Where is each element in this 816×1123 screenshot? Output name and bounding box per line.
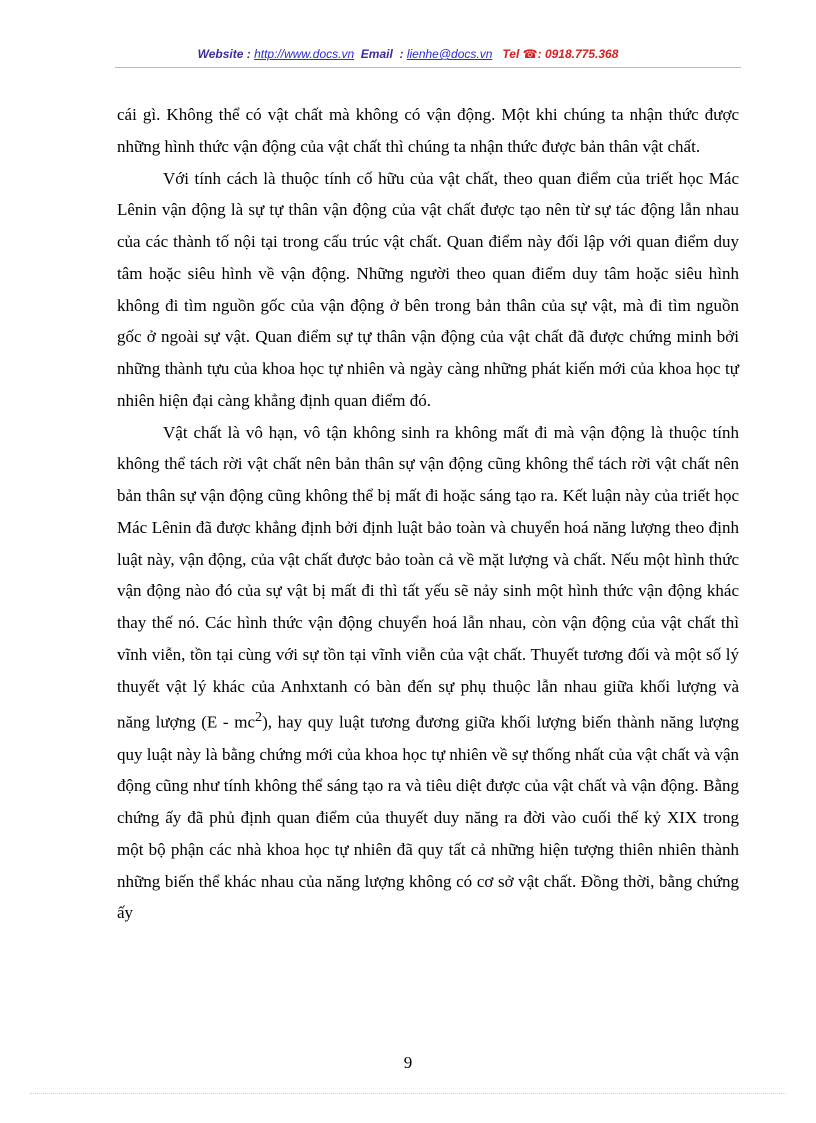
page-bottom-divider [30, 1093, 786, 1094]
website-link[interactable]: http://www.docs.vn [254, 47, 355, 61]
superscript-exponent: 2 [255, 709, 263, 726]
email-label: Email [360, 47, 393, 61]
phone-icon: ☎ [522, 47, 538, 61]
paragraph-3-part-b: ), hay quy luật tương đương giữa khối lượng biến thành năng lượng quy luật này là bằng chứng mới của khoa học tự nhiên về sự thống nhất của vật chất và vận động cũng như tính không thể sáng tạo ra và tiêu diệt được của vật chất và vận động. Bằng chứng ấy đã phủ định quan điểm của thuyết duy năng ra đời vào cuối thế kỷ XIX trong một bộ phận các nhà khoa học tự nhiên đã quy tất cả những hiện tượng thiên nhiên thành những biến thể khác nhau của năng lượng không có cơ sở vật chất. Đồng thời, bằng chứng ấy [117, 712, 739, 923]
paragraph-3-part-a: Vật chất là vô hạn, vô tận không sinh ra không mất đi mà vận động là thuộc tính không thể tách rời vật chất nên bản thân sự vận động cũng không thể tách rời vật chất nên bản thân sự vận động cũng không thể bị mất đi hoặc sáng tạo ra. Kết luận này của triết học Mác Lênin đã được khẳng định bởi định luật bảo toàn và chuyển hoá năng lượng theo định luật này, vận động, của vật chất được bảo toàn cả về mặt lượng và chất. Nếu một hình thức vận động nào đó của sự vật bị mất đi thì tất yếu sẽ nảy sinh một hình thức vận động khác thay thế nó. Các hình thức vận động chuyển hoá lẫn nhau, còn vận động của vật chất thì vĩnh viễn, tồn tại cùng với sự tồn tại vĩnh viễn của vật chất. Thuyết tương đối và một số lý thuyết vật lý khác của Anhxtanh có bàn đến sự phụ thuộc lẫn nhau giữa khối lượng và năng lượng (E - mc [117, 422, 739, 732]
paragraph-3 [117, 417, 739, 930]
paragraph-1: cái gì. Không thể có vật chất mà không có vận động. Một khi chúng ta nhận thức được những hình thức vận động của vật chất thì chúng ta nhận thức được bản thân vật chất. [117, 105, 739, 156]
header-divider [115, 67, 741, 68]
paragraph-2: Với tính cách là thuộc tính cố hữu của vật chất, theo quan điểm của triết học Mác Lênin vận động là sự tự thân vận động của vật chất được tạo nên từ sự tác động lẫn nhau của các thành tố nội tại trong cấu trúc vật chất. Quan điểm này đối lập với quan điểm duy tâm hoặc siêu hình về vận động. Những người theo quan điểm duy tâm hoặc siêu hình không đi tìm nguồn gốc của vận động ở bên trong bản thân của sự vật, mà đi tìm nguồn gốc ở ngoài sự vật. Quan điểm sự tự thân vận động của vật chất đã được chứng minh bởi những thành tựu của khoa học tự nhiên và ngày càng những phát kiến mới của khoa học tự nhiên hiện đại càng khẳng định quan điểm đó. [117, 168, 739, 410]
email-separator: : [399, 47, 404, 61]
page-number: 9 [403, 1053, 413, 1072]
tel-number: : 0918.775.368 [537, 47, 619, 61]
tel-label: Tel [502, 47, 520, 61]
website-label: Website : [197, 47, 251, 61]
page-header [0, 47, 816, 61]
email-link[interactable]: lienhe@docs.vn [406, 47, 493, 61]
document-body [117, 99, 739, 929]
